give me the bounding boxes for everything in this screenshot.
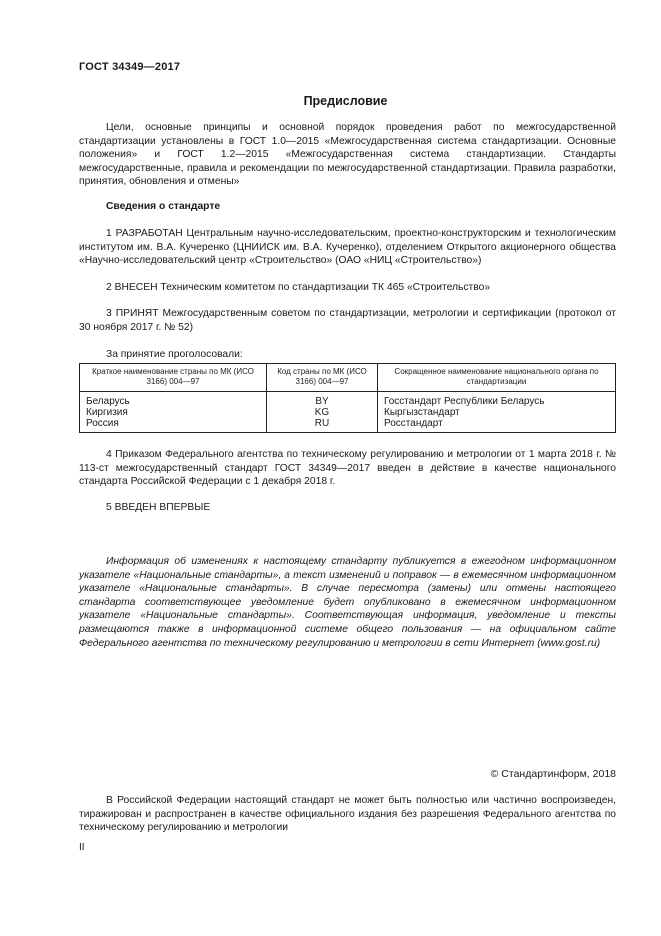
item-order-text: 4 Приказом Федерального агентства по техническому регулированию и метрологии от 1 марта 2018 г. № 113-ст межгосударственный стандарт ГОСТ 34349—2017 введен в действие в качестве национального стандарта Российской Федерации с 1 декабря 2018 г. bbox=[79, 449, 616, 488]
vote-label-text: За принятие проголосовали: bbox=[106, 349, 243, 360]
item-developed bbox=[79, 227, 616, 268]
intro-paragraph bbox=[79, 121, 616, 189]
row-code: KG bbox=[267, 407, 378, 418]
item-developed-text: 1 РАЗРАБОТАН Центральным научно-исследовательским, проектно-конструкторским и технологическим институтом им. В.А. Кучеренко (ЦНИИСК им. В.А. Кучеренко), отделением Открытого акционерного общества «Научно-исследовательский центр «Строительство» (ОАО «НИЦ «Строительство») bbox=[79, 228, 616, 267]
row-body: Росстандарт bbox=[384, 418, 443, 429]
row-country: Россия bbox=[80, 418, 267, 433]
table-row bbox=[80, 418, 616, 433]
header-country: Краткое наименование страны по МК (ИСО 3166) 004—97 bbox=[80, 364, 267, 392]
notice-text: Информация об изменениях к настоящему стандарту публикуется в ежегодном информационном указателе «Национальные стандарты», а текст изменений и поправок — в ежемесячном информационном указателе «Национальные стандарты». В случае пересмотра (замены) или отмены настоящего стандарта соответствующее уведомление будет опубликовано в ежемесячном информационном указателе «Национальные стандарты». Соответствующая информация, уведомление и тексты размещаются также в информационной системе общего пользования — на официальном сайте Федерального агентства по техническому регулированию и метрологии в сети Интернет (www.gost.ru) bbox=[79, 556, 616, 649]
header-body: Сокращенное наименование национального органа по стандартизации bbox=[378, 364, 616, 392]
vote-table bbox=[79, 363, 616, 433]
item-first-introduced-text: 5 ВВЕДЕН ВПЕРВЫЕ bbox=[106, 502, 211, 513]
copyright: © Стандартинформ, 2018 bbox=[490, 768, 616, 780]
header-code: Код страны по МК (ИСО 3166) 004—97 bbox=[267, 364, 378, 392]
row-country: Беларусь bbox=[80, 392, 267, 408]
row-code: BY bbox=[267, 392, 378, 408]
vote-table-header bbox=[80, 364, 616, 392]
item-introduced bbox=[79, 281, 616, 295]
legal-paragraph bbox=[79, 794, 616, 835]
row-country: Киргизия bbox=[80, 407, 267, 418]
item-first-introduced bbox=[79, 501, 616, 515]
table-row bbox=[80, 392, 616, 408]
row-body: Госстандарт Республики Беларусь bbox=[384, 396, 545, 407]
item-order bbox=[79, 448, 616, 489]
row-body: Кыргызстандарт bbox=[384, 407, 460, 418]
item-adopted-text: 3 ПРИНЯТ Межгосударственным советом по стандартизации, метрологии и сертификации (протокол от 30 ноября 2017 г. № 52) bbox=[79, 308, 616, 333]
page-title: Предисловие bbox=[303, 94, 388, 108]
notice-paragraph bbox=[79, 555, 616, 650]
intro-text: Цели, основные принципы и основной порядок проведения работ по межгосударственной стандартизации установлены в ГОСТ 1.0—2015 «Межгосударственная система стандартизации. Основные положения» и ГОСТ 1.2—2015 «Межгосударственная система стандартизации. Стандарты межгосударственные, правила и рекомендации по межгосударственной стандартизации. Правила разработки, принятия, обновления и отмены» bbox=[79, 122, 616, 188]
page-number: II bbox=[79, 842, 85, 853]
document-code: ГОСТ 34349—2017 bbox=[79, 61, 181, 73]
item-adopted bbox=[79, 307, 616, 334]
legal-text: В Российской Федерации настоящий стандарт не может быть полностью или частично воспроизведен, тиражирован и распространен в качестве официального издания без разрешения Федерального агентства по техническому регулированию и метрологии bbox=[79, 795, 616, 834]
vote-label bbox=[79, 348, 616, 362]
item-introduced-text: 2 ВНЕСЕН Техническим комитетом по стандартизации ТК 465 «Строительство» bbox=[106, 282, 491, 293]
row-code: RU bbox=[267, 418, 378, 433]
table-row bbox=[80, 407, 616, 418]
info-heading: Сведения о стандарте bbox=[106, 201, 221, 212]
